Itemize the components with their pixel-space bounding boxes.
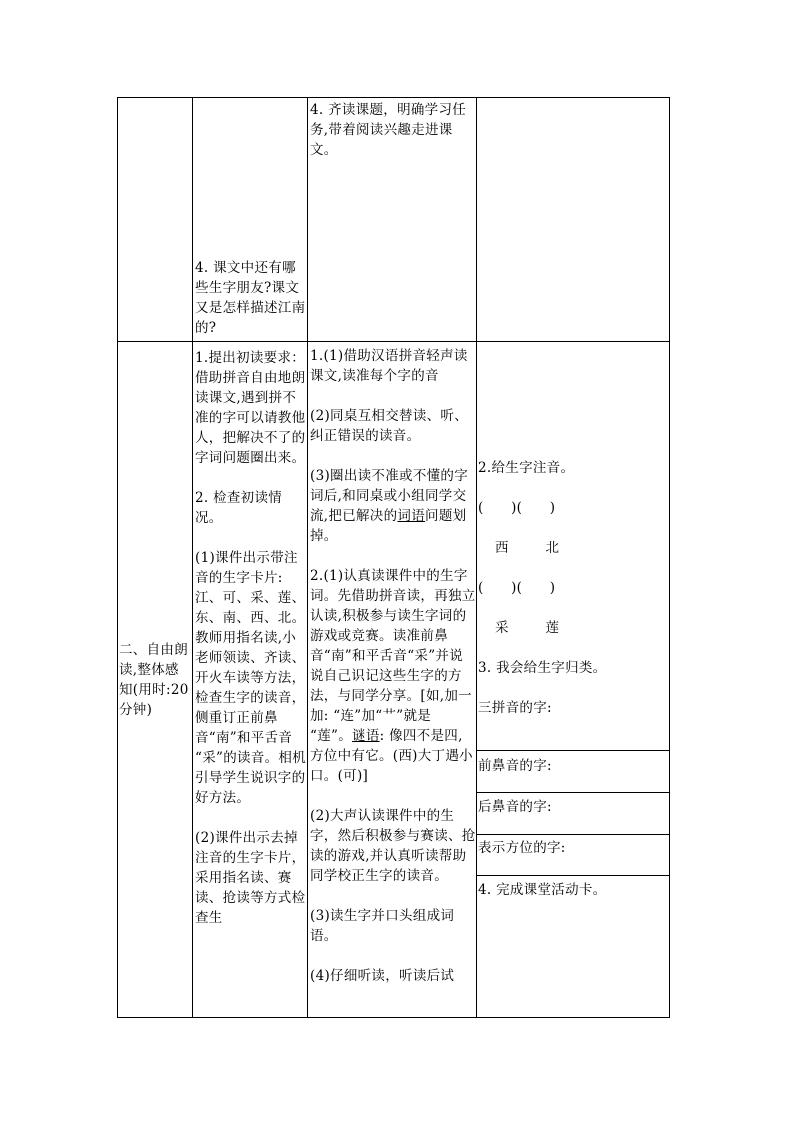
chars-row-2: 采 莲 bbox=[495, 620, 560, 636]
row1-student-cell bbox=[307, 97, 477, 342]
row2-stage-cell bbox=[117, 341, 193, 1018]
teacher-step-2: 2. 检查初读情况。 bbox=[195, 490, 283, 526]
student-step-2-3: (3)读生字并口头组成词语。 bbox=[310, 908, 455, 944]
row2-student-cell bbox=[307, 341, 477, 1018]
student-step-1-2: (2)同桌互相交替读、听、纠正错误的读音。 bbox=[310, 408, 469, 444]
stage-label: 二、自由朗读,整体感知(用时:20分钟) bbox=[119, 642, 189, 718]
exercise-title-3: 3. 我会给生字归类。 bbox=[478, 660, 607, 676]
answer-line-2 bbox=[477, 792, 669, 793]
riddle-word: 谜语 bbox=[352, 728, 380, 744]
row1-exercise-cell bbox=[476, 97, 670, 342]
category-direction: 表示方位的字: bbox=[478, 840, 566, 856]
exercise-title-2: 2.给生字注音。 bbox=[478, 460, 575, 476]
teacher-step-2-2: (2)课件出示去掉注音的生字卡片，采用指名读、赛读、抢读等方式检查生 bbox=[195, 830, 306, 926]
row1-teacher-question: 4. 课文中还有哪些生字朋友?课文又是怎样描述江南的? bbox=[195, 260, 306, 336]
category-front-nasal: 前鼻音的字: bbox=[478, 758, 552, 774]
chars-row-1: 西 北 bbox=[495, 540, 560, 556]
underlined-word: 词语 bbox=[397, 508, 426, 524]
row1-stage-cell bbox=[117, 97, 193, 342]
answer-line-3 bbox=[477, 834, 669, 835]
pinyin-blanks-1: ( )( ) bbox=[478, 500, 556, 516]
student-step-2-1: 2.(1)认真读课件中的生字词。先借助拼音读，再独立认读,积极参与读生字词的游戏或竞赛。读准前鼻音“南”和平舌音“采”并说说自己识记这些生字的方法，与同学分享。[如,加一加: “连”加“艹”就是 “莲”。谜语: 像四不是四,方位中有它。(西)大丁遇小口。(可)] bbox=[310, 568, 476, 784]
student-step-2-2: (2)大声认读课件中的生字，然后积极参与赛读、抢读的游戏,并认真听读帮助同学校正生字的读音。 bbox=[310, 808, 476, 884]
teacher-activities bbox=[195, 348, 307, 928]
pinyin-blanks-2: ( )( ) bbox=[478, 580, 556, 596]
row2-teacher-cell bbox=[192, 341, 308, 1018]
exercise-title-4: 4. 完成课堂活动卡。 bbox=[478, 882, 607, 898]
row2-exercise-cell bbox=[476, 341, 670, 1018]
student-step-1-1: 1.(1)借助汉语拼音轻声读课文,读准每个字的音 bbox=[310, 348, 468, 384]
category-three-pinyin: 三拼音的字: bbox=[478, 700, 552, 716]
teacher-step-2-1: (1)课件出示带注音的生字卡片:江、可、采、莲、东、南、西、北。教师用指名读,小老师领读、齐读、开火车读等方法，检查生字的读音，侧重订正前鼻音“南”和平舌音 “采”的读音。相机引导学生说识字的好方法。 bbox=[195, 550, 307, 806]
student-step-2-4: (4)仔细听读，听读后试 bbox=[310, 968, 455, 984]
category-back-nasal: 后鼻音的字: bbox=[478, 799, 552, 815]
row1-teacher-cell bbox=[192, 97, 308, 342]
answer-line-4 bbox=[477, 875, 669, 876]
row1-student-activity: 4. 齐读课题，明确学习任务,带着阅读兴趣走进课文。 bbox=[310, 102, 467, 158]
teacher-step-1: 1.提出初读要求：借助拼音自由地朗读课文,遇到拼不准的字可以请教他人，把解决不了的字词问题圈出来。 bbox=[195, 350, 306, 466]
answer-line-1 bbox=[477, 750, 669, 751]
student-step-1-3: (3)圈出读不准或不懂的字词后,和同桌或小组同学交流,把已解决的词语问题划掉。 bbox=[310, 468, 469, 544]
student-activities bbox=[310, 346, 476, 986]
